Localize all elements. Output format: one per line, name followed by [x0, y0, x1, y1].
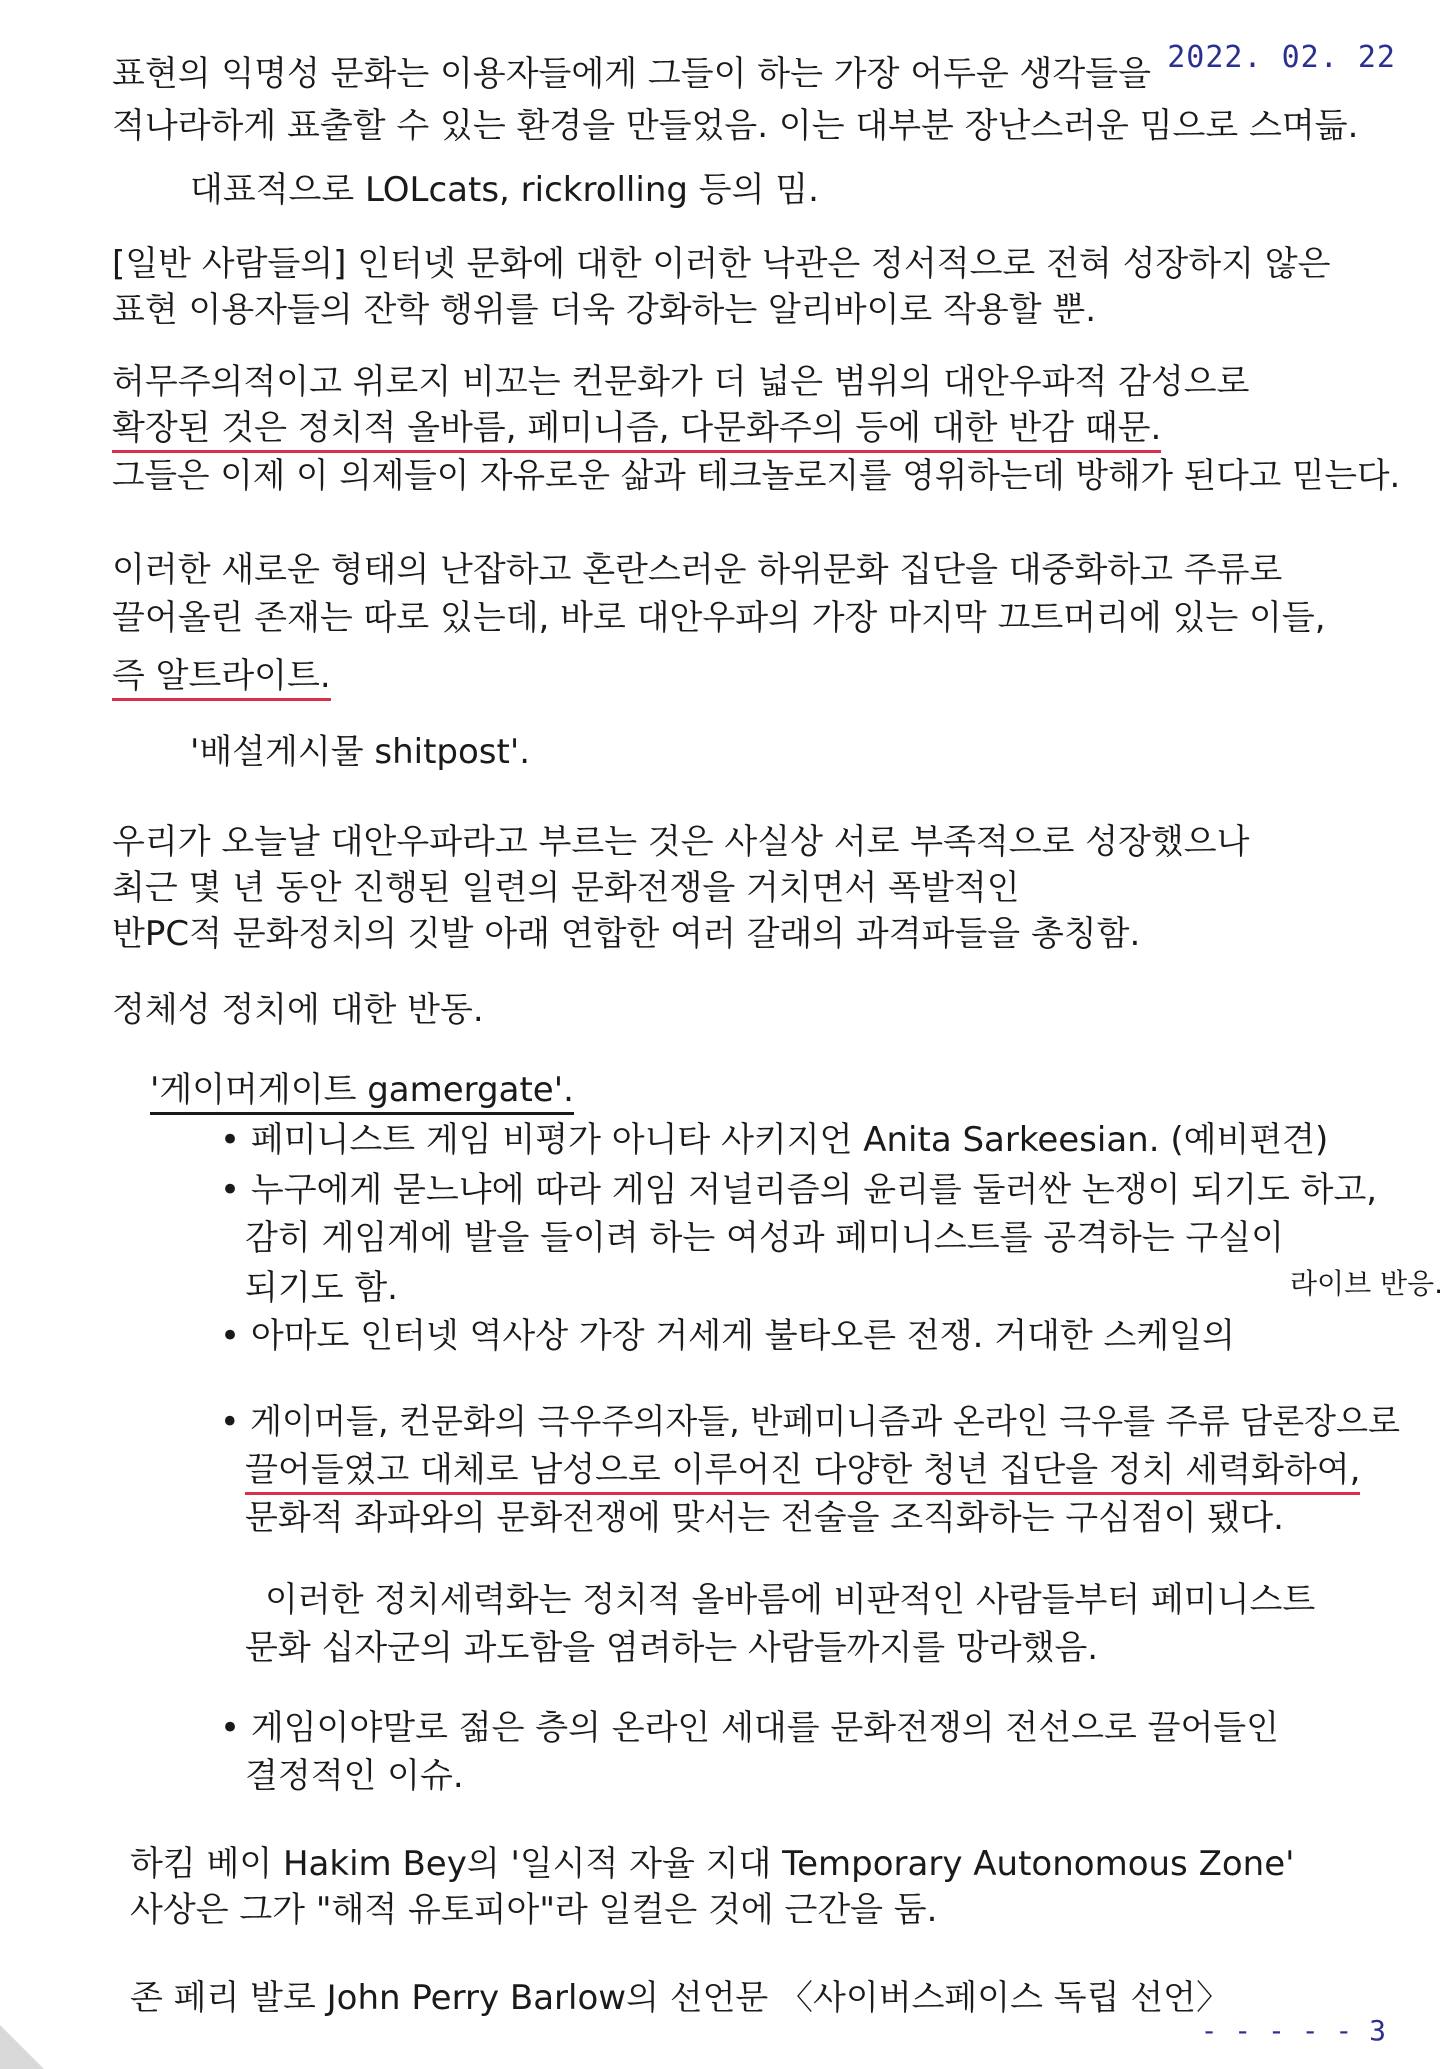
- text-line: 존 페리 발로 John Perry Barlow의 선언문 〈사이버스페이스 독립 선언〉: [130, 1978, 1230, 2018]
- bullet-item: • 게임이야말로 젊은 층의 온라인 세대를 문화전쟁의 전선으로 끌어들인: [220, 1708, 1279, 1748]
- text-line: '배설게시물 shitpost'.: [190, 732, 530, 772]
- text-line: 끌어올린 존재는 따로 있는데, 바로 대안우파의 가장 마지막 끄트머리에 있는 이들,: [112, 598, 1326, 638]
- text-line: 최근 몇 년 동안 진행된 일련의 문화전쟁을 거치면서 폭발적인: [112, 868, 1020, 908]
- text-line: 문화 십자군의 과도함을 염려하는 사람들까지를 망라했음.: [245, 1628, 1099, 1668]
- text-line: 이러한 정치세력화는 정치적 올바름에 비판적인 사람들부터 페미니스트: [265, 1580, 1316, 1620]
- bullet-item: • 누구에게 묻느냐에 따라 게임 저널리즘의 윤리를 둘러싼 논쟁이 되기도 하고,: [220, 1170, 1378, 1210]
- margin-note: 라이브 반응.: [1290, 1267, 1444, 1300]
- text-line: 반PC적 문화정치의 깃발 아래 연합한 여러 갈래의 과격파들을 총칭함.: [112, 914, 1141, 954]
- text-line: [112, 406, 1161, 450]
- bullet-item: • 게이머들, 컨문화의 극우주의자들, 반페미니즘과 온라인 극우를 주류 담론장으로: [220, 1402, 1400, 1442]
- text-line: 하킴 베이 Hakim Bey의 '일시적 자율 지대 Temporary Autonomous Zone': [130, 1844, 1295, 1884]
- text-line: 되기도 함.: [245, 1268, 398, 1308]
- text-line: 정체성 정치에 대한 반동.: [112, 990, 484, 1030]
- text-line: 우리가 오늘날 대안우파라고 부르는 것은 사실상 서로 부족적으로 성장했으나: [112, 822, 1250, 862]
- text-line: 그들은 이제 이 의제들이 자유로운 삶과 테크놀로지를 영위하는데 방해가 된다고 믿는다.: [112, 456, 1401, 496]
- page-date: 2022. 02. 22: [1167, 40, 1396, 75]
- text-line: 이러한 새로운 형태의 난잡하고 혼란스러운 하위문화 집단을 대중화하고 주류로: [112, 550, 1283, 590]
- text-line: [일반 사람들의] 인터넷 문화에 대한 이러한 낙관은 정서적으로 전혀 성장하지 않은: [112, 244, 1331, 284]
- text-line: 문화적 좌파와의 문화전쟁에 맞서는 전술을 조직화하는 구심점이 됐다.: [245, 1498, 1284, 1538]
- text-line: 결정적인 이슈.: [245, 1756, 464, 1796]
- text-line: [150, 1068, 574, 1112]
- text-line: 대표적으로 LOLcats, rickrolling 등의 밈.: [190, 170, 819, 210]
- text-line-highlighted: 확장된 것은 정치적 올바름, 페미니즘, 다문화주의 등에 대한 반감 때문.: [112, 408, 1161, 453]
- alt-right-term: 즉 알트라이트.: [112, 656, 331, 701]
- text-line: 표현 이용자들의 잔학 행위를 더욱 강화하는 알리바이로 작용할 뿐.: [112, 290, 1097, 330]
- text-line: 감히 게임계에 발을 들이려 하는 여성과 페미니스트를 공격하는 구실이: [245, 1218, 1284, 1258]
- bullet-item: • 아마도 인터넷 역사상 가장 거세게 불타오른 전쟁. 거대한 스케일의: [220, 1316, 1235, 1356]
- page-marker: - - - - - 3: [1200, 2014, 1386, 2047]
- text-line: [112, 654, 331, 698]
- gamergate-term: '게이머게이트 gamergate'.: [150, 1070, 574, 1115]
- text-line: 허무주의적이고 위로지 비꼬는 컨문화가 더 넓은 범위의 대안우파적 감성으로: [112, 362, 1250, 402]
- text-line: 적나라하게 표출할 수 있는 환경을 만들었음. 이는 대부분 장난스러운 밈으로 스며듦.: [112, 106, 1359, 146]
- page-corner-fold: [0, 2025, 44, 2069]
- text-line: 사상은 그가 "해적 유토피아"라 일컬은 것에 근간을 둠.: [130, 1890, 938, 1930]
- text-line: [245, 1448, 1360, 1492]
- text-line: 표현의 익명성 문화는 이용자들에게 그들이 하는 가장 어두운 생각들을: [112, 54, 1151, 94]
- bullet-item: • 페미니스트 게임 비평가 아니타 사키지언 Anita Sarkeesian. (예비편견): [220, 1120, 1329, 1160]
- text-line-highlighted: 끌어들였고 대체로 남성으로 이루어진 다양한 청년 집단을 정치 세력화하여,: [245, 1450, 1360, 1495]
